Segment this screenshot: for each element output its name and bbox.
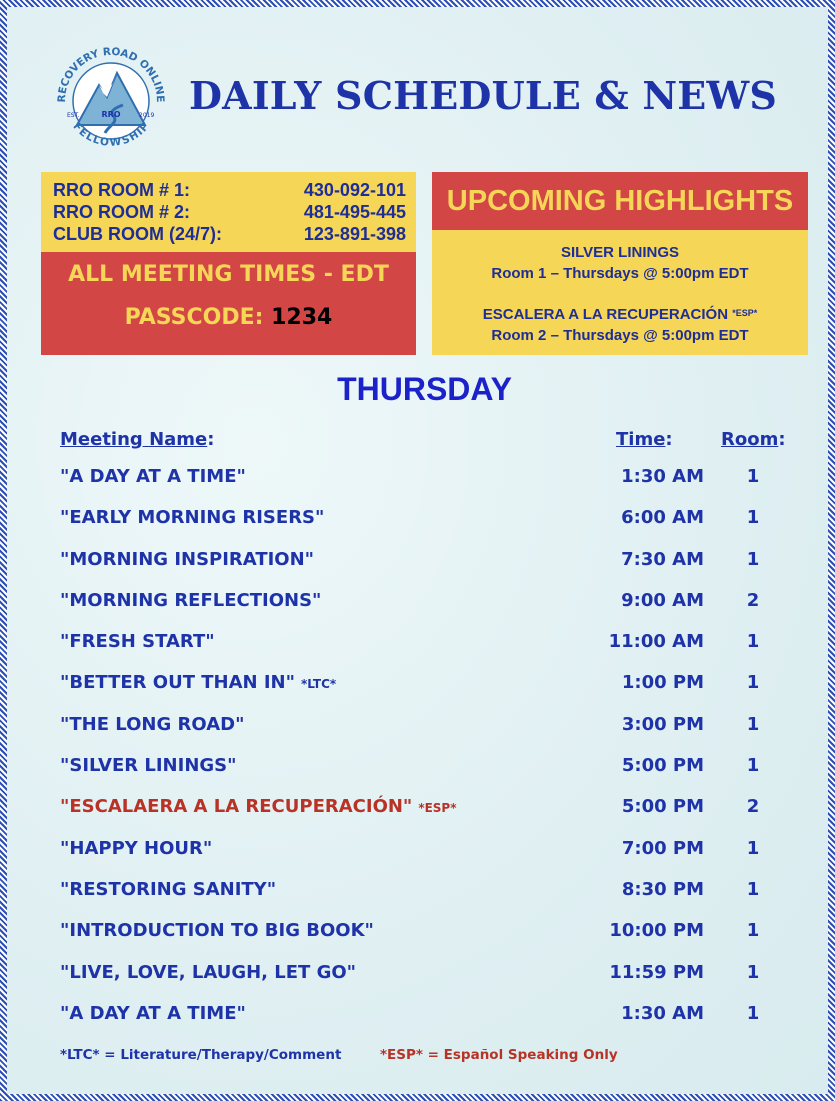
meeting-row xyxy=(7,994,835,1035)
highlight-tag: *ESP* xyxy=(732,308,758,318)
meeting-time: 11:00 AM xyxy=(608,631,704,653)
column-header-name: Meeting Name: xyxy=(60,429,215,450)
legend-ltc: *LTC* = Literature/Therapy/Comment xyxy=(60,1047,342,1063)
meeting-list xyxy=(7,457,835,1035)
meeting-time: 5:00 PM xyxy=(621,796,704,818)
room-number: 430-092-101 xyxy=(303,180,406,200)
logo-year-text: 2019 xyxy=(139,112,155,119)
legend-esp: *ESP* = Español Speaking Only xyxy=(380,1047,618,1063)
logo-est-text: EST. xyxy=(67,112,80,119)
meeting-room: 1 xyxy=(746,631,760,653)
meeting-time: 1:30 AM xyxy=(621,466,704,487)
passcode-line xyxy=(41,287,416,330)
meeting-name: "RESTORING SANITY" xyxy=(60,878,277,900)
meeting-row xyxy=(7,663,835,704)
meeting-room: 1 xyxy=(746,961,760,983)
meeting-row xyxy=(7,581,835,622)
room-numbers-panel xyxy=(41,172,416,252)
room-row xyxy=(53,201,406,223)
meeting-time: 7:30 AM xyxy=(621,548,704,570)
meeting-tag: *ESP* xyxy=(418,801,457,816)
room-info-box xyxy=(41,172,416,355)
room-label: RRO ROOM # 2: xyxy=(53,202,191,222)
meeting-room: 1 xyxy=(746,878,760,900)
meeting-row xyxy=(7,953,835,994)
highlight-detail: Room 1 – Thursdays @ 5:00pm EDT xyxy=(491,265,749,282)
meeting-tag: *LTC* xyxy=(301,677,337,692)
meeting-room: 1 xyxy=(746,466,760,487)
room-label: RRO ROOM # 1: xyxy=(53,180,191,200)
meeting-note-panel xyxy=(41,252,416,355)
meeting-name: "A DAY AT A TIME" xyxy=(60,1002,246,1024)
meeting-time: 5:00 PM xyxy=(621,755,704,777)
meeting-time: 1:30 AM xyxy=(621,1002,704,1024)
meeting-name: "A DAY AT A TIME" xyxy=(60,466,246,487)
meeting-name: "FRESH START" xyxy=(60,631,215,653)
room-row xyxy=(53,179,406,201)
meeting-row xyxy=(7,622,835,663)
highlight-detail: Room 2 – Thursdays @ 5:00pm EDT xyxy=(491,327,749,344)
highlight-title: SILVER LININGS xyxy=(560,244,680,261)
room-number: 481-495-445 xyxy=(303,202,406,222)
highlights-body xyxy=(432,230,808,355)
logo-center-text: RRO xyxy=(101,110,121,119)
meeting-room: 2 xyxy=(746,589,760,611)
meeting-name: "MORNING INSPIRATION" xyxy=(60,548,315,570)
room-row xyxy=(53,223,406,245)
meeting-room: 1 xyxy=(746,713,760,735)
room-number: 123-891-398 xyxy=(303,224,406,244)
meeting-name: "MORNING REFLECTIONS" xyxy=(60,589,322,611)
meeting-time: 7:00 PM xyxy=(621,837,704,859)
meeting-time: 3:00 PM xyxy=(621,713,704,735)
room-label: CLUB ROOM (24/7): xyxy=(53,224,223,244)
logo-top-arc: RECOVERY ROAD ONLINE xyxy=(55,45,167,103)
rro-logo xyxy=(43,33,179,169)
column-header-room: Room: xyxy=(721,429,786,450)
meeting-time: 11:59 PM xyxy=(609,961,704,983)
meeting-name: "LIVE, LOVE, LAUGH, LET GO" xyxy=(60,961,357,983)
meeting-row xyxy=(7,870,835,911)
meeting-name: "BETTER OUT THAN IN" *LTC* xyxy=(60,672,337,694)
day-heading: THURSDAY xyxy=(337,371,512,407)
meeting-row xyxy=(7,457,835,498)
logo-bottom-arc: FELLOWSHIP xyxy=(70,120,152,150)
highlights-box xyxy=(432,172,808,355)
meeting-row xyxy=(7,498,835,539)
meeting-row xyxy=(7,705,835,746)
meeting-room: 1 xyxy=(746,1002,760,1024)
meeting-row xyxy=(7,540,835,581)
passcode-label: PASSCODE: xyxy=(124,305,264,330)
meeting-room: 1 xyxy=(746,920,760,942)
meeting-name: "SILVER LININGS" xyxy=(60,755,237,777)
meeting-time: 8:30 PM xyxy=(621,878,704,900)
meeting-time: 9:00 AM xyxy=(621,589,704,611)
meeting-times-note: ALL MEETING TIMES - EDT xyxy=(68,262,389,287)
meeting-name: "EARLY MORNING RISERS" xyxy=(60,507,325,529)
meeting-row xyxy=(7,911,835,952)
meeting-room: 2 xyxy=(746,796,760,818)
meeting-room: 1 xyxy=(746,755,760,777)
meeting-time: 10:00 PM xyxy=(609,920,704,942)
page-title: DAILY SCHEDULE & NEWS xyxy=(189,73,777,118)
meeting-room: 1 xyxy=(746,507,760,529)
highlight-title: ESCALERA A LA RECUPERACIÓN $^{*ESP*}$ xyxy=(482,306,758,323)
meeting-room: 1 xyxy=(746,837,760,859)
meeting-name: "THE LONG ROAD" xyxy=(60,713,245,735)
meeting-time: 6:00 AM xyxy=(621,507,704,529)
highlights-heading: UPCOMING HIGHLIGHTS xyxy=(432,172,808,230)
column-header-time: Time: xyxy=(616,429,673,450)
passcode-value: 1234 xyxy=(271,305,333,330)
meeting-room: 1 xyxy=(746,548,760,570)
meeting-name: "HAPPY HOUR" xyxy=(60,837,213,859)
meeting-name: "INTRODUCTION TO BIG BOOK" xyxy=(60,920,374,942)
meeting-time: 1:00 PM xyxy=(621,672,704,694)
meeting-name: "ESCALAERA A LA RECUPERACIÓN" *ESP* xyxy=(60,796,457,818)
meeting-row xyxy=(7,746,835,787)
meeting-row xyxy=(7,829,835,870)
meeting-row-spanish xyxy=(7,787,835,828)
meeting-room: 1 xyxy=(746,672,760,694)
